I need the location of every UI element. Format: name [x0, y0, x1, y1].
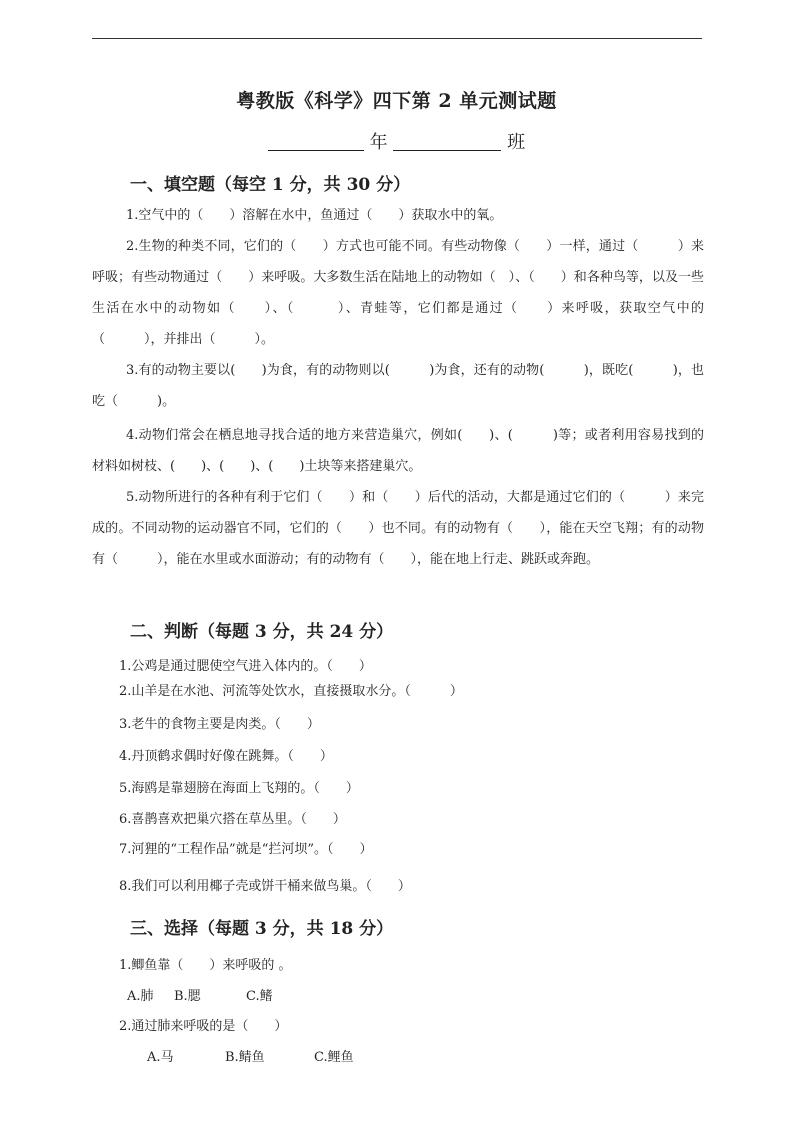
section1-heading: 一、填空题（每空 1 分，共 30 分）	[130, 175, 411, 195]
fill-question-2: 2.生物的种类不同，它们的（ ）方式也可能不同。有些动物像（ ）一样，通过（ ）来呼吸；有些动物通过（ ）来呼吸。大多数生活在陆地上的动物如（ ）、（ ）和各种鸟等，以及一些生活在水中的动物如（ ）、（ ）、青蛙等，它们都是通过（ ）来呼吸，获取空气中的（ ），并排出（ ）。	[92, 239, 704, 347]
choice-question-1: 1.鲫鱼靠（ ）来呼吸的 。	[119, 958, 292, 973]
choice-1-option-c[interactable]: C.鳍	[246, 989, 273, 1004]
choice-question-2: 2.通过肺来呼吸的是（ ）	[119, 1019, 288, 1034]
grade-blank[interactable]	[268, 132, 364, 151]
judge-question-2: 2.山羊是在水池、河流等处饮水，直接摄取水分。（ ）	[119, 684, 463, 699]
choice-1-option-b[interactable]: B.腮	[174, 989, 201, 1004]
choice-2-option-c[interactable]: C.鲤鱼	[314, 1050, 354, 1065]
fill-question-1: 1.空气中的（ ）溶解在水中，鱼通过（ ）获取水中的氧。	[126, 208, 503, 223]
judge-question-1: 1.公鸡是通过腮使空气进入体内的。（ ）	[119, 659, 372, 674]
judge-question-5: 5.海鸥是靠翅膀在海面上飞翔的。（ ）	[119, 781, 359, 796]
judge-question-8: 8.我们可以利用椰子壳或饼干桶来做鸟巢。（ ）	[119, 879, 411, 894]
page-title: 粤教版《科学》四下第 2 单元测试题	[236, 90, 557, 112]
grade-class-line	[0, 128, 793, 154]
fill-question-5: 5.动物所进行的各种有利于它们（ ）和（ ）后代的活动，大都是通过它们的（ ）来完成的。不同动物的运动器官不同，它们的（ ）也不同。有的动物有（ ），能在天空飞翔；有的动物有（ ），能在水里或水面游动；有的动物有（ ），能在地上行走、跳跃或奔跑。	[92, 490, 704, 567]
section2-heading: 二、判断（每题 3 分，共 24 分）	[130, 622, 394, 642]
class-label: 班	[507, 132, 526, 153]
grade-label: 年	[369, 132, 388, 153]
choice-2-option-b[interactable]: B.鲭鱼	[225, 1050, 265, 1065]
class-blank[interactable]	[393, 132, 501, 151]
judge-question-6: 6.喜鹊喜欢把巢穴搭在草丛里。（ ）	[119, 812, 346, 827]
judge-question-3: 3.老牛的食物主要是肉类。（ ）	[119, 717, 320, 732]
section3-heading: 三、选择（每题 3 分，共 18 分）	[130, 919, 394, 939]
choice-2-option-a[interactable]: A.马	[147, 1050, 174, 1065]
header-rule	[92, 38, 702, 39]
fill-question-3: 3.有的动物主要以( )为食，有的动物则以( )为食，还有的动物( )，既吃( )，也吃（ )。	[92, 363, 704, 409]
choice-1-option-a[interactable]: A.肺	[127, 989, 154, 1004]
judge-question-7: 7.河狸的“工程作品”就是“拦河坝”。（ ）	[119, 842, 373, 857]
fill-question-4: 4.动物们常会在栖息地寻找合适的地方来营造巢穴，例如( )、( )等；或者利用容易找到的材料如树枝、( )、( )、( )土块等来搭建巢穴。	[92, 428, 704, 474]
judge-question-4: 4.丹顶鹤求偶时好像在跳舞。（ ）	[119, 749, 333, 764]
